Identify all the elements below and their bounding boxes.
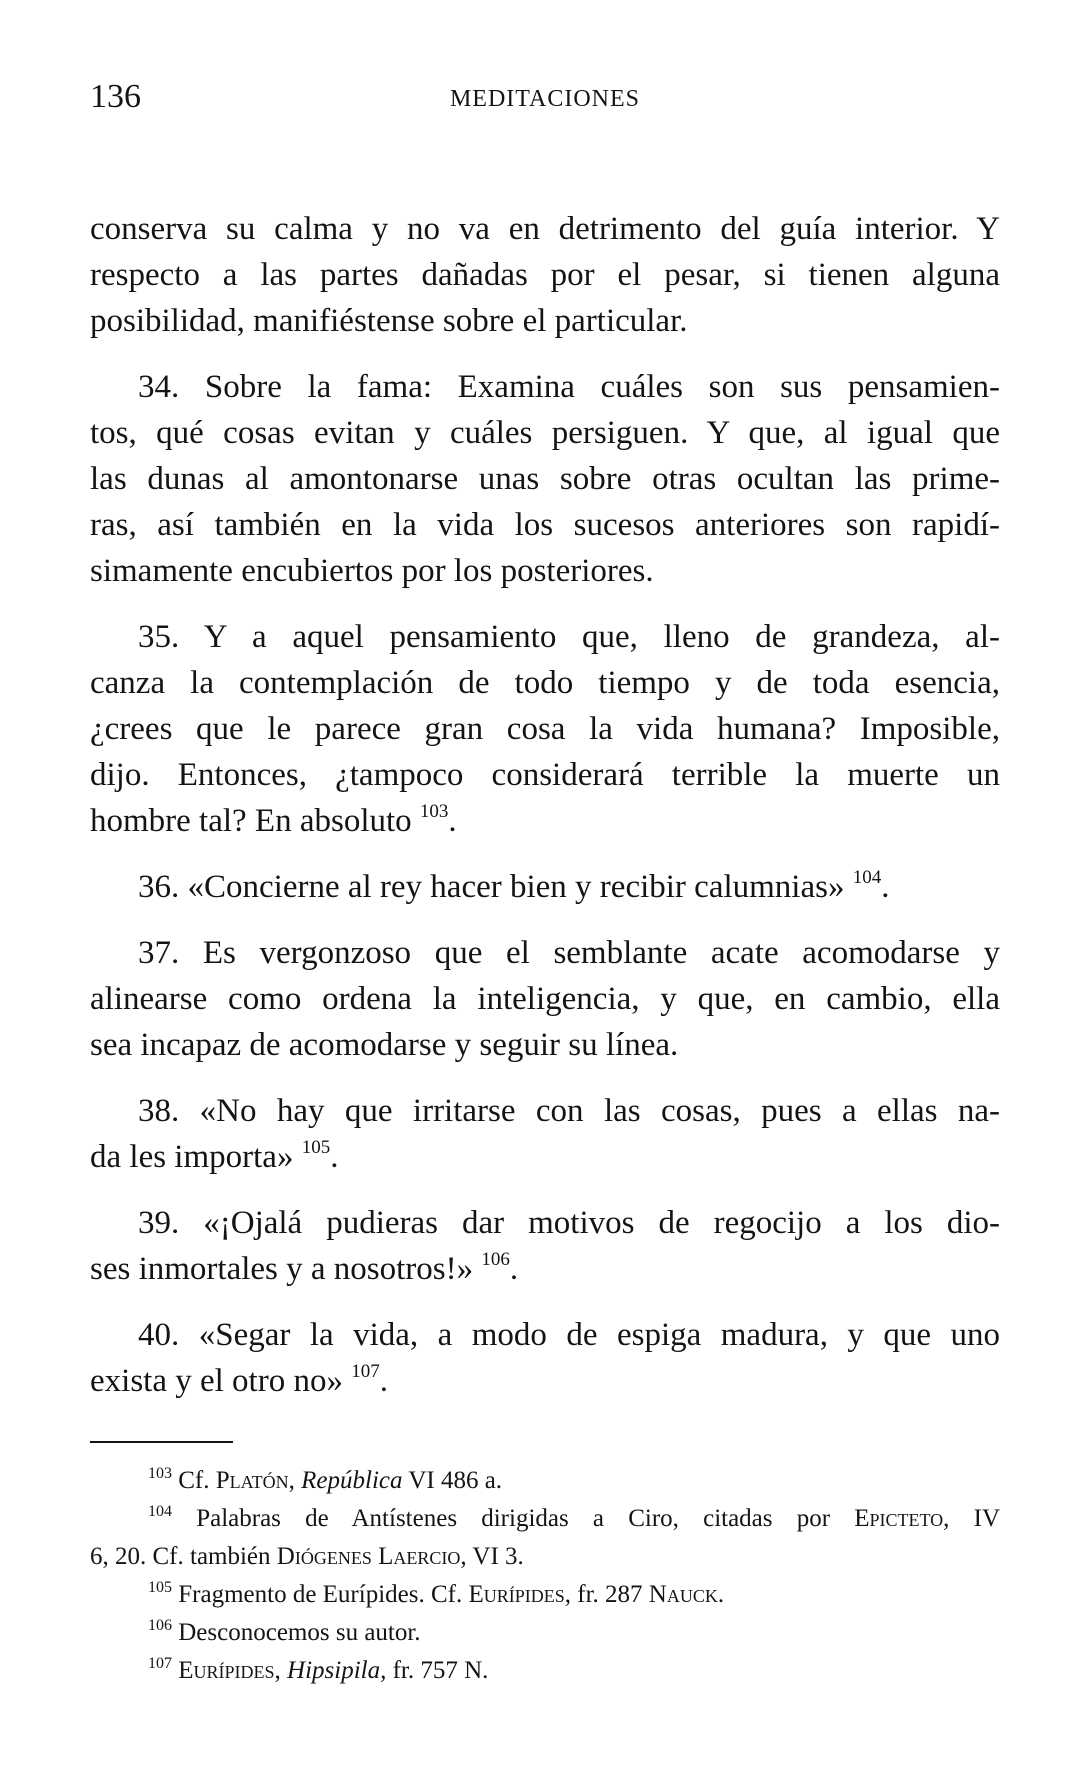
- text-line: conserva su calma y no va en detrimento del guía interior. Y: [90, 211, 1000, 247]
- text-line: [90, 1358, 1000, 1404]
- work-title: Hipsipila,: [287, 1657, 387, 1684]
- page-header: [90, 78, 1000, 124]
- text: ,: [274, 1657, 288, 1684]
- author-name: Nauck: [648, 1581, 718, 1608]
- text-line: canza la contemplación de todo tiempo y de toda esencia,: [90, 665, 1000, 701]
- author-name: Eurípides: [178, 1657, 275, 1684]
- author-name: Platón: [215, 1467, 289, 1494]
- footnote-103: [90, 1462, 1000, 1500]
- work-title: República: [301, 1467, 403, 1494]
- footnote-ref[interactable]: 106: [481, 1249, 510, 1270]
- footnote-number: 105: [148, 1579, 172, 1596]
- text: .: [717, 1581, 725, 1608]
- text-line: alinearse como ordena la inteligencia, y que, en cambio, ella: [90, 981, 1000, 1017]
- paragraph-36: [90, 864, 1000, 910]
- text-line: posibilidad, manifiéstense sobre el particular.: [90, 303, 688, 339]
- paragraph-33-end: [90, 206, 1000, 344]
- text-line: las dunas al amontonarse unas sobre otras ocultan las prime-: [90, 461, 1000, 497]
- footnote-number: 104: [148, 1503, 172, 1520]
- text-line: [90, 798, 1000, 844]
- author-name: Eurípides: [468, 1581, 565, 1608]
- paragraph-37: [90, 930, 1000, 1068]
- text: , IV: [943, 1505, 1000, 1532]
- period: .: [448, 803, 457, 839]
- period: .: [379, 1363, 388, 1399]
- text: da les importa»: [90, 1139, 294, 1175]
- period: .: [330, 1139, 339, 1175]
- running-title: MEDITACIONES: [449, 86, 641, 112]
- period: .: [881, 869, 890, 905]
- text: Fragmento de Eurípides. Cf.: [178, 1581, 469, 1608]
- body-text: [90, 206, 1000, 1424]
- footnote-number: 107: [148, 1655, 172, 1672]
- paragraph-34: [90, 364, 1000, 594]
- text: exista y el otro no»: [90, 1363, 343, 1399]
- text: VI 486 a.: [402, 1467, 503, 1494]
- paragraph-39: [90, 1200, 1000, 1292]
- author-name: Epicteto: [854, 1505, 944, 1532]
- text-line: ¿crees que le parece gran cosa la vida humana? Imposible,: [90, 711, 1000, 747]
- footnote-ref[interactable]: 105: [301, 1137, 331, 1158]
- footnote-107: [90, 1652, 1000, 1690]
- text: 6, 20. Cf. también: [90, 1543, 277, 1570]
- text-line: 39. «¡Ojalá pudieras dar motivos de regocijo a los dio-: [138, 1205, 1000, 1241]
- text: , VI 3.: [460, 1543, 524, 1570]
- text-line: [90, 864, 1000, 910]
- text-line: 37. Es vergonzoso que el semblante acate acomodarse y: [138, 935, 1000, 971]
- text-line: 40. «Segar la vida, a modo de espiga madura, y que uno: [138, 1317, 1000, 1353]
- text-line: sea incapaz de acomodarse y seguir su línea.: [90, 1027, 679, 1063]
- text: 36. «Concierne al rey hacer bien y recibir calumnias»: [138, 869, 845, 905]
- period: .: [509, 1251, 519, 1287]
- paragraph-35: [90, 614, 1000, 844]
- text-line: ras, así también en la vida los sucesos anteriores son rapidí-: [90, 507, 1000, 543]
- text-line: 34. Sobre la fama: Examina cuáles son sus pensamien-: [138, 369, 1000, 405]
- text: Palabras de Antístenes dirigidas a Ciro, citadas por: [196, 1505, 855, 1532]
- text: fr. 757 N.: [386, 1657, 489, 1684]
- text: ,: [288, 1467, 302, 1494]
- text-line: [90, 1246, 1000, 1292]
- text: Cf.: [178, 1467, 216, 1494]
- text-line: 35. Y a aquel pensamiento que, lleno de grandeza, al-: [138, 619, 1000, 655]
- text: hombre tal? En absoluto: [90, 803, 412, 839]
- text: Desconocemos su autor.: [178, 1619, 421, 1646]
- text: , fr. 287: [564, 1581, 649, 1608]
- text-line: 38. «No hay que irritarse con las cosas, pues a ellas na-: [138, 1093, 1000, 1129]
- footnote-number: 103: [148, 1465, 172, 1482]
- footnote-divider: [90, 1441, 233, 1443]
- author-name: Diógenes Laercio: [276, 1543, 461, 1570]
- footnote-104: [90, 1500, 1000, 1538]
- footnote-ref[interactable]: 103: [419, 801, 449, 822]
- footnote-ref[interactable]: 107: [351, 1361, 380, 1382]
- text-line: tos, qué cosas evitan y cuáles persiguen. Y que, al igual que: [90, 415, 1000, 451]
- text-line: dijo. Entonces, ¿tampoco considerará terrible la muerte un: [90, 757, 1000, 793]
- footnote-105: [90, 1576, 1000, 1614]
- paragraph-40: [90, 1312, 1000, 1404]
- footnote-number: 106: [148, 1617, 172, 1634]
- footnote-ref[interactable]: 104: [852, 867, 882, 888]
- text-line: respecto a las partes dañadas por el pesar, si tienen alguna: [90, 257, 1000, 293]
- paragraph-38: [90, 1088, 1000, 1180]
- footnote-104-cont: [90, 1538, 1000, 1576]
- page-number: 136: [90, 78, 141, 115]
- footnote-106: [90, 1614, 1000, 1652]
- text-line: [90, 1134, 1000, 1180]
- text: ses inmortales y a nosotros!»: [90, 1251, 474, 1287]
- text-line: simamente encubiertos por los posteriores.: [90, 553, 654, 589]
- footnotes: [90, 1462, 1000, 1690]
